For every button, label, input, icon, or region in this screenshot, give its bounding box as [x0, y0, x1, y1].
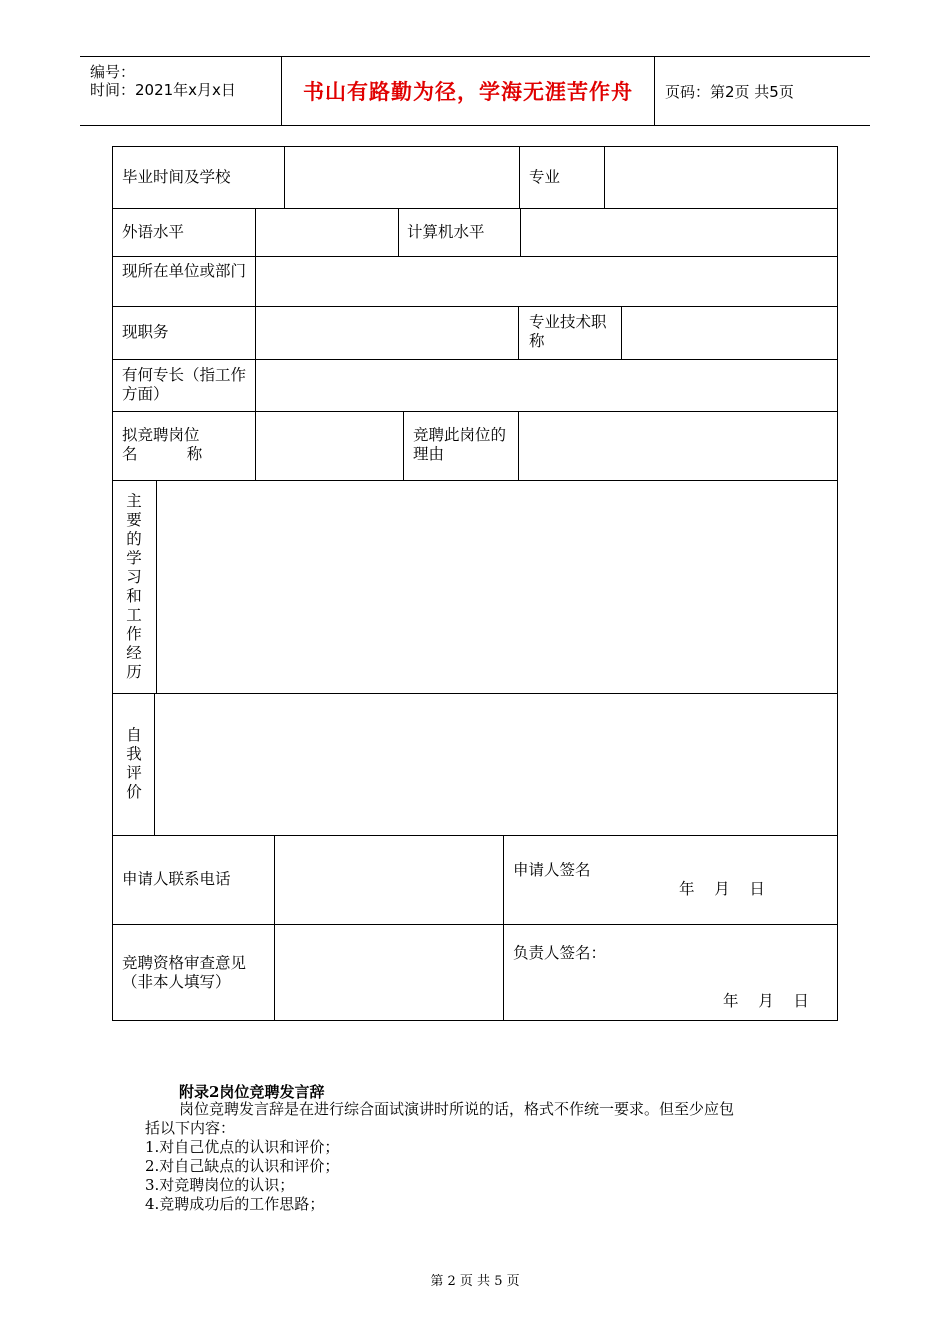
appendix-intro-line1: 岗位竞聘发言辞是在进行综合面试演讲时所说的话，格式不作统一要求。但至少应包 — [179, 1100, 735, 1118]
appendix-item: 4.竞聘成功后的工作思路； — [145, 1195, 325, 1213]
header-left — [80, 57, 282, 125]
row-divider — [113, 693, 837, 694]
row-divider — [113, 924, 837, 925]
manager-date: 年 月 日 — [723, 992, 809, 1010]
applicant-date: 年 月 日 — [679, 880, 765, 898]
number-label: 编号： — [90, 63, 136, 81]
col-divider — [519, 147, 520, 208]
col-divider — [255, 208, 256, 256]
col-divider — [503, 835, 504, 1021]
manager-sign-label: 负责人签名： — [513, 944, 607, 962]
col-divider — [520, 208, 521, 256]
col-divider — [398, 208, 399, 256]
current-unit-label: 现所在单位或部门 — [122, 262, 247, 280]
header-right — [655, 57, 870, 125]
row-divider — [113, 359, 837, 360]
row-divider — [113, 480, 837, 481]
intended-post-name-label: 名 称 — [122, 445, 203, 463]
col-divider — [255, 256, 256, 306]
page-info: 页码：第2页 共5页 — [665, 82, 794, 101]
phone-label: 申请人联系电话 — [122, 870, 231, 888]
page-header — [80, 56, 870, 126]
col-divider — [274, 835, 275, 1021]
col-divider — [621, 306, 622, 359]
experience-label: 主要的学习和工作经历 — [126, 492, 142, 681]
foreign-language-label: 外语水平 — [122, 223, 185, 241]
intended-post-label: 拟竞聘岗位 — [122, 426, 200, 444]
col-divider — [518, 411, 519, 480]
motto: 书山有路勤为径，学海无涯苦作舟 — [303, 80, 633, 104]
row-divider — [113, 208, 837, 209]
self-eval-label: 自我评价 — [126, 726, 142, 801]
computer-level-label: 计算机水平 — [407, 223, 485, 241]
appendix-item: 3.对竞聘岗位的认识； — [145, 1176, 295, 1194]
application-form — [112, 146, 838, 1021]
tech-title-label: 专业技术职称 — [529, 313, 607, 350]
appendix-intro-line2: 括以下内容： — [145, 1119, 236, 1137]
col-divider — [403, 411, 404, 480]
reason-label: 竞聘此岗位的理由 — [413, 426, 507, 463]
appendix-title: 附录2岗位竞聘发言辞 — [179, 1083, 325, 1101]
specialty-label: 有何专长（指工作方面） — [122, 366, 247, 403]
row-divider — [113, 835, 837, 836]
header-middle — [282, 57, 655, 125]
col-divider — [154, 693, 155, 835]
col-divider — [255, 359, 256, 411]
major-label: 专业 — [529, 168, 561, 186]
appendix-item: 1.对自己优点的认识和评价； — [145, 1138, 340, 1156]
row-divider — [113, 256, 837, 257]
row-divider — [113, 306, 837, 307]
time-label: 时间：2021年x月x日 — [90, 81, 236, 99]
col-divider — [255, 411, 256, 480]
row-divider — [113, 411, 837, 412]
current-post-label: 现职务 — [122, 323, 169, 341]
col-divider — [255, 306, 256, 359]
col-divider — [604, 147, 605, 208]
applicant-sign-label: 申请人签名 — [513, 861, 591, 879]
col-divider — [156, 480, 157, 693]
col-divider — [284, 147, 285, 208]
appendix-item: 2.对自己缺点的认识和评价； — [145, 1157, 340, 1175]
page-footer: 第 2 页 共 5 页 — [430, 1274, 520, 1289]
col-divider — [518, 306, 519, 359]
review-label: 竞聘资格审查意见（非本人填写） — [122, 954, 247, 991]
grad-time-school-label: 毕业时间及学校 — [122, 168, 231, 186]
